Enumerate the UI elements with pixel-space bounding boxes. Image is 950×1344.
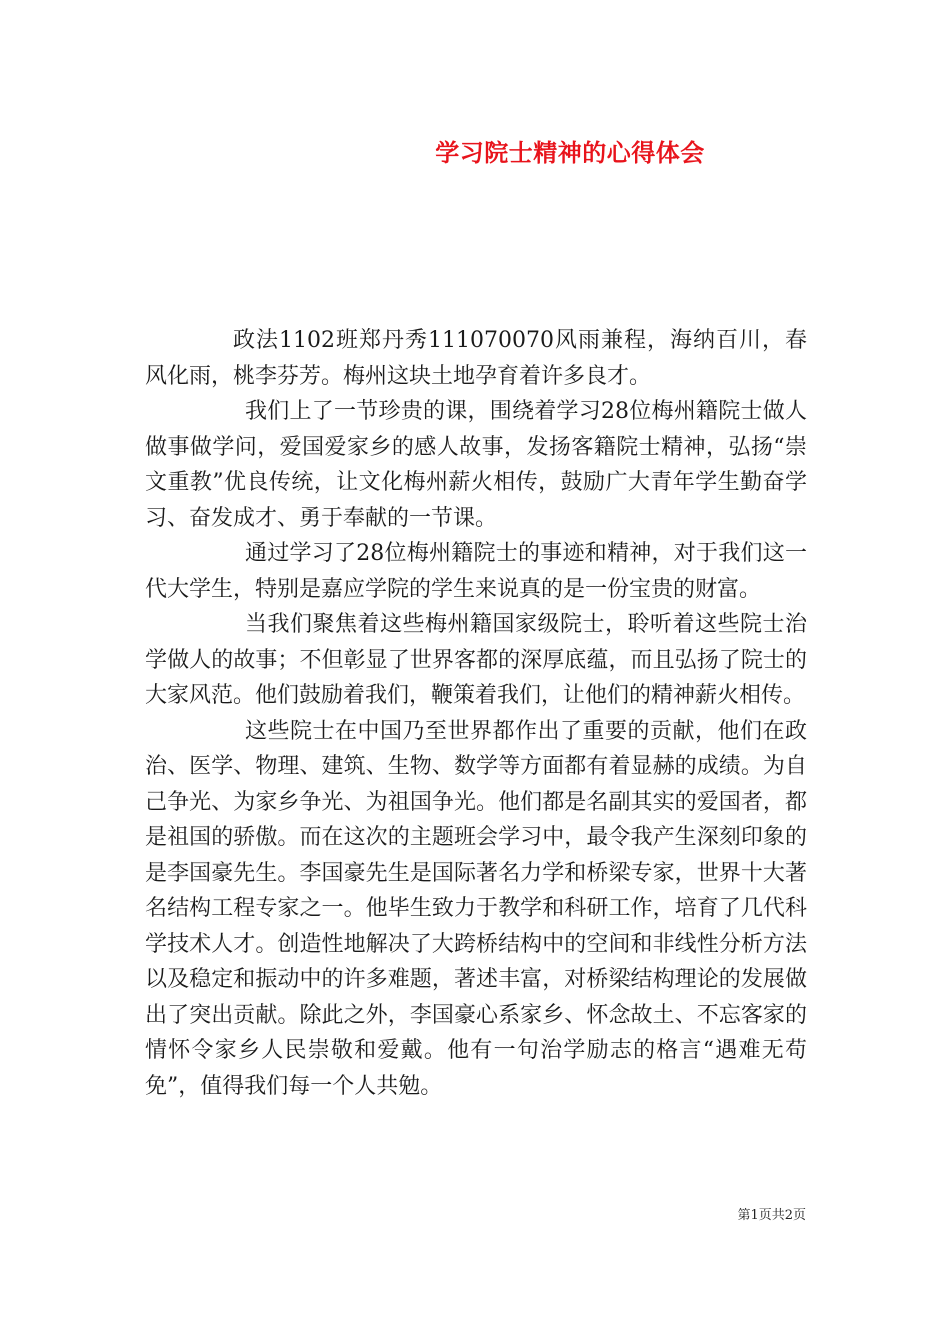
paragraph-5: 这些院士在中国乃至世界都作出了重要的贡献，他们在政治、医学、物理、建筑、生物、数学等方面都有着显赫的成绩。为自己争光、为家乡争光、为祖国争光。他们都是名副其实的爱国者，都是祖国的骄傲。而在这次的主题班会学习中，最令我产生深刻印象的是李国豪先生。李国豪先生是国际著名力学和桥梁专家，世界十大著名结构工程专家之一。他毕生致力于教学和科研工作，培育了几代科学技术人才。创造性地解决了大跨桥结构中的空间和非线性分析方法以及稳定和振动中的许多难题，著述丰富，对桥梁结构理论的发展做出了突出贡献。除此之外，李国豪心系家乡、怀念故土、不忘客家的情怀令家乡人民崇敬和爱戴。他有一句治学励志的格言“遇难无苟免”，值得我们每一个人共勉。 (145, 718, 807, 1099)
page-number: 第1页共2页 (737, 1208, 806, 1223)
paragraph-1: 政法1102班郑丹秀111070070风雨兼程，海纳百川，春风化雨，桃李芬芳。梅州这块土地孕育着许多良才。 (145, 328, 807, 389)
document-body (145, 323, 807, 1104)
paragraph-3: 通过学习了28位梅州籍院士的事迹和精神，对于我们这一代大学生，特别是嘉应学院的学生来说真的是一份宝贵的财富。 (145, 541, 807, 602)
paragraph-2: 我们上了一节珍贵的课，围绕着学习28位梅州籍院士做人做事做学问，爱国爱家乡的感人故事，发扬客籍院士精神，弘扬“崇文重教”优良传统，让文化梅州薪火相传，鼓励广大青年学生勤奋学习、奋发成才、勇于奉献的一节课。 (145, 399, 807, 531)
paragraph-4: 当我们聚焦着这些梅州籍国家级院士，聆听着这些院士治学做人的故事；不但彰显了世界客都的深厚底蕴，而且弘扬了院士的大家风范。他们鼓励着我们，鞭策着我们，让他们的精神薪火相传。 (145, 612, 807, 708)
document-title: 学习院士精神的心得体会 (435, 138, 705, 167)
